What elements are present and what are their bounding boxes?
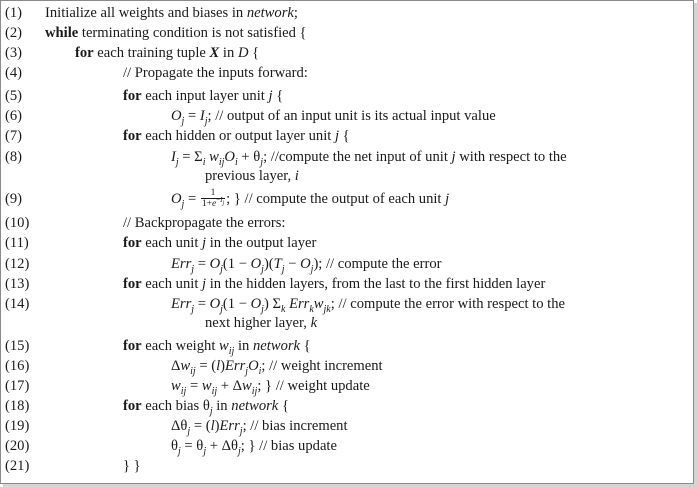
algorithm-line-19 [0, 416, 694, 436]
line-text: } } [123, 458, 141, 474]
line-number: (10) [5, 215, 30, 231]
sigmoid-fraction: $\frac{1}{1+e^{-I_j}}$ [201, 188, 225, 210]
line-number: (20) [5, 438, 30, 454]
line-text: $Err_j = O_j(1 - O_j)(T_j - O_j)$; // compute the error [171, 256, 442, 275]
line-text: $O_j$ = $\frac{1}{1+e^{-I_j}}$ ; } // compute the output of each unit j [171, 188, 450, 210]
line-number: (21) [5, 458, 30, 474]
algorithm-line-17 [0, 376, 694, 396]
algorithm-line-20 [0, 436, 694, 456]
algorithm-line-12 [0, 254, 694, 274]
line-text: $I_j = \Sigma_i$ $w_{ij}O_i + \theta_j$; //compute the net input of unit j with respect to the [171, 149, 567, 168]
line-number: (4) [5, 65, 23, 81]
line-text: // Backpropagate the errors: [123, 215, 286, 231]
algorithm-line-6 [0, 106, 694, 126]
line-text: $\Delta\theta_j = (l)Err_j$; // bias increment [171, 418, 348, 437]
algorithm-line-14-continued [0, 313, 694, 333]
line-text: previous layer, i [205, 168, 299, 184]
line-number: (5) [5, 88, 23, 104]
algorithm-line-8-continued [0, 166, 694, 186]
line-text: next higher layer, k [205, 315, 318, 331]
line-number: (17) [5, 378, 30, 394]
algorithm-line-11 [0, 233, 694, 253]
algorithm-line-18 [0, 396, 694, 416]
line-number: (15) [5, 338, 30, 354]
line-number: (13) [5, 276, 30, 292]
line-number: (18) [5, 398, 30, 414]
line-text: for each bias $\theta_j$ in network { [123, 398, 289, 417]
algorithm-line-15 [0, 336, 694, 356]
line-text: for each unit j in the hidden layers, from the last to the first hidden layer [123, 276, 546, 292]
algorithm-line-3 [0, 43, 694, 63]
line-text: $w_{ij} = w_{ij} + \Delta w_{ij}$; } // weight update [171, 378, 370, 397]
line-number: (11) [5, 235, 29, 251]
line-text: while terminating condition is not satisfied { [45, 25, 307, 41]
algorithm-line-5 [0, 86, 694, 106]
algorithm-line-10 [0, 213, 694, 233]
line-number: (7) [5, 128, 23, 144]
line-text: for each hidden or output layer unit j { [123, 128, 350, 144]
line-text: $\theta_j = \theta_j + \Delta\theta_j$; } // bias update [171, 438, 337, 457]
line-text: for each weight $w_{ij}$ in network { [123, 338, 311, 357]
line-text: for each unit j in the output layer [123, 235, 317, 251]
line-text: for each training tuple X in D { [75, 45, 260, 61]
line-number: (3) [5, 45, 23, 61]
line-text: // Propagate the inputs forward: [123, 65, 308, 81]
algorithm-line-2 [0, 23, 694, 43]
line-text: $\Delta w_{ij} = (l)Err_jO_i$; // weight increment [171, 358, 383, 377]
line-number: (19) [5, 418, 30, 434]
line-text: $O_j = I_j$; // output of an input unit is its actual input value [171, 108, 496, 127]
line-number: (6) [5, 108, 23, 124]
algorithm-line-13 [0, 274, 694, 294]
algorithm-line-1 [0, 3, 694, 23]
line-number: (8) [5, 149, 23, 165]
line-text: Initialize all weights and biases in network; [45, 5, 298, 21]
algorithm-line-8 [0, 147, 694, 167]
line-number: (14) [5, 296, 30, 312]
line-number: (12) [5, 256, 30, 272]
algorithm-line-14 [0, 294, 694, 314]
line-text: for each input layer unit j { [123, 88, 284, 104]
algorithm-line-16 [0, 356, 694, 376]
line-number: (16) [5, 358, 30, 374]
algorithm-line-7 [0, 126, 694, 146]
line-number: (9) [5, 191, 23, 207]
algorithm-line-21 [0, 456, 694, 476]
algorithm-line-4 [0, 63, 694, 83]
line-text: $Err_j = O_j(1 - O_j)$ $\Sigma_k$ $Err_kw_{jk}$; // compute the error with respect to the [171, 296, 565, 315]
line-number: (1) [5, 5, 23, 21]
algorithm-line-9 [0, 189, 694, 209]
line-number: (2) [5, 25, 23, 41]
